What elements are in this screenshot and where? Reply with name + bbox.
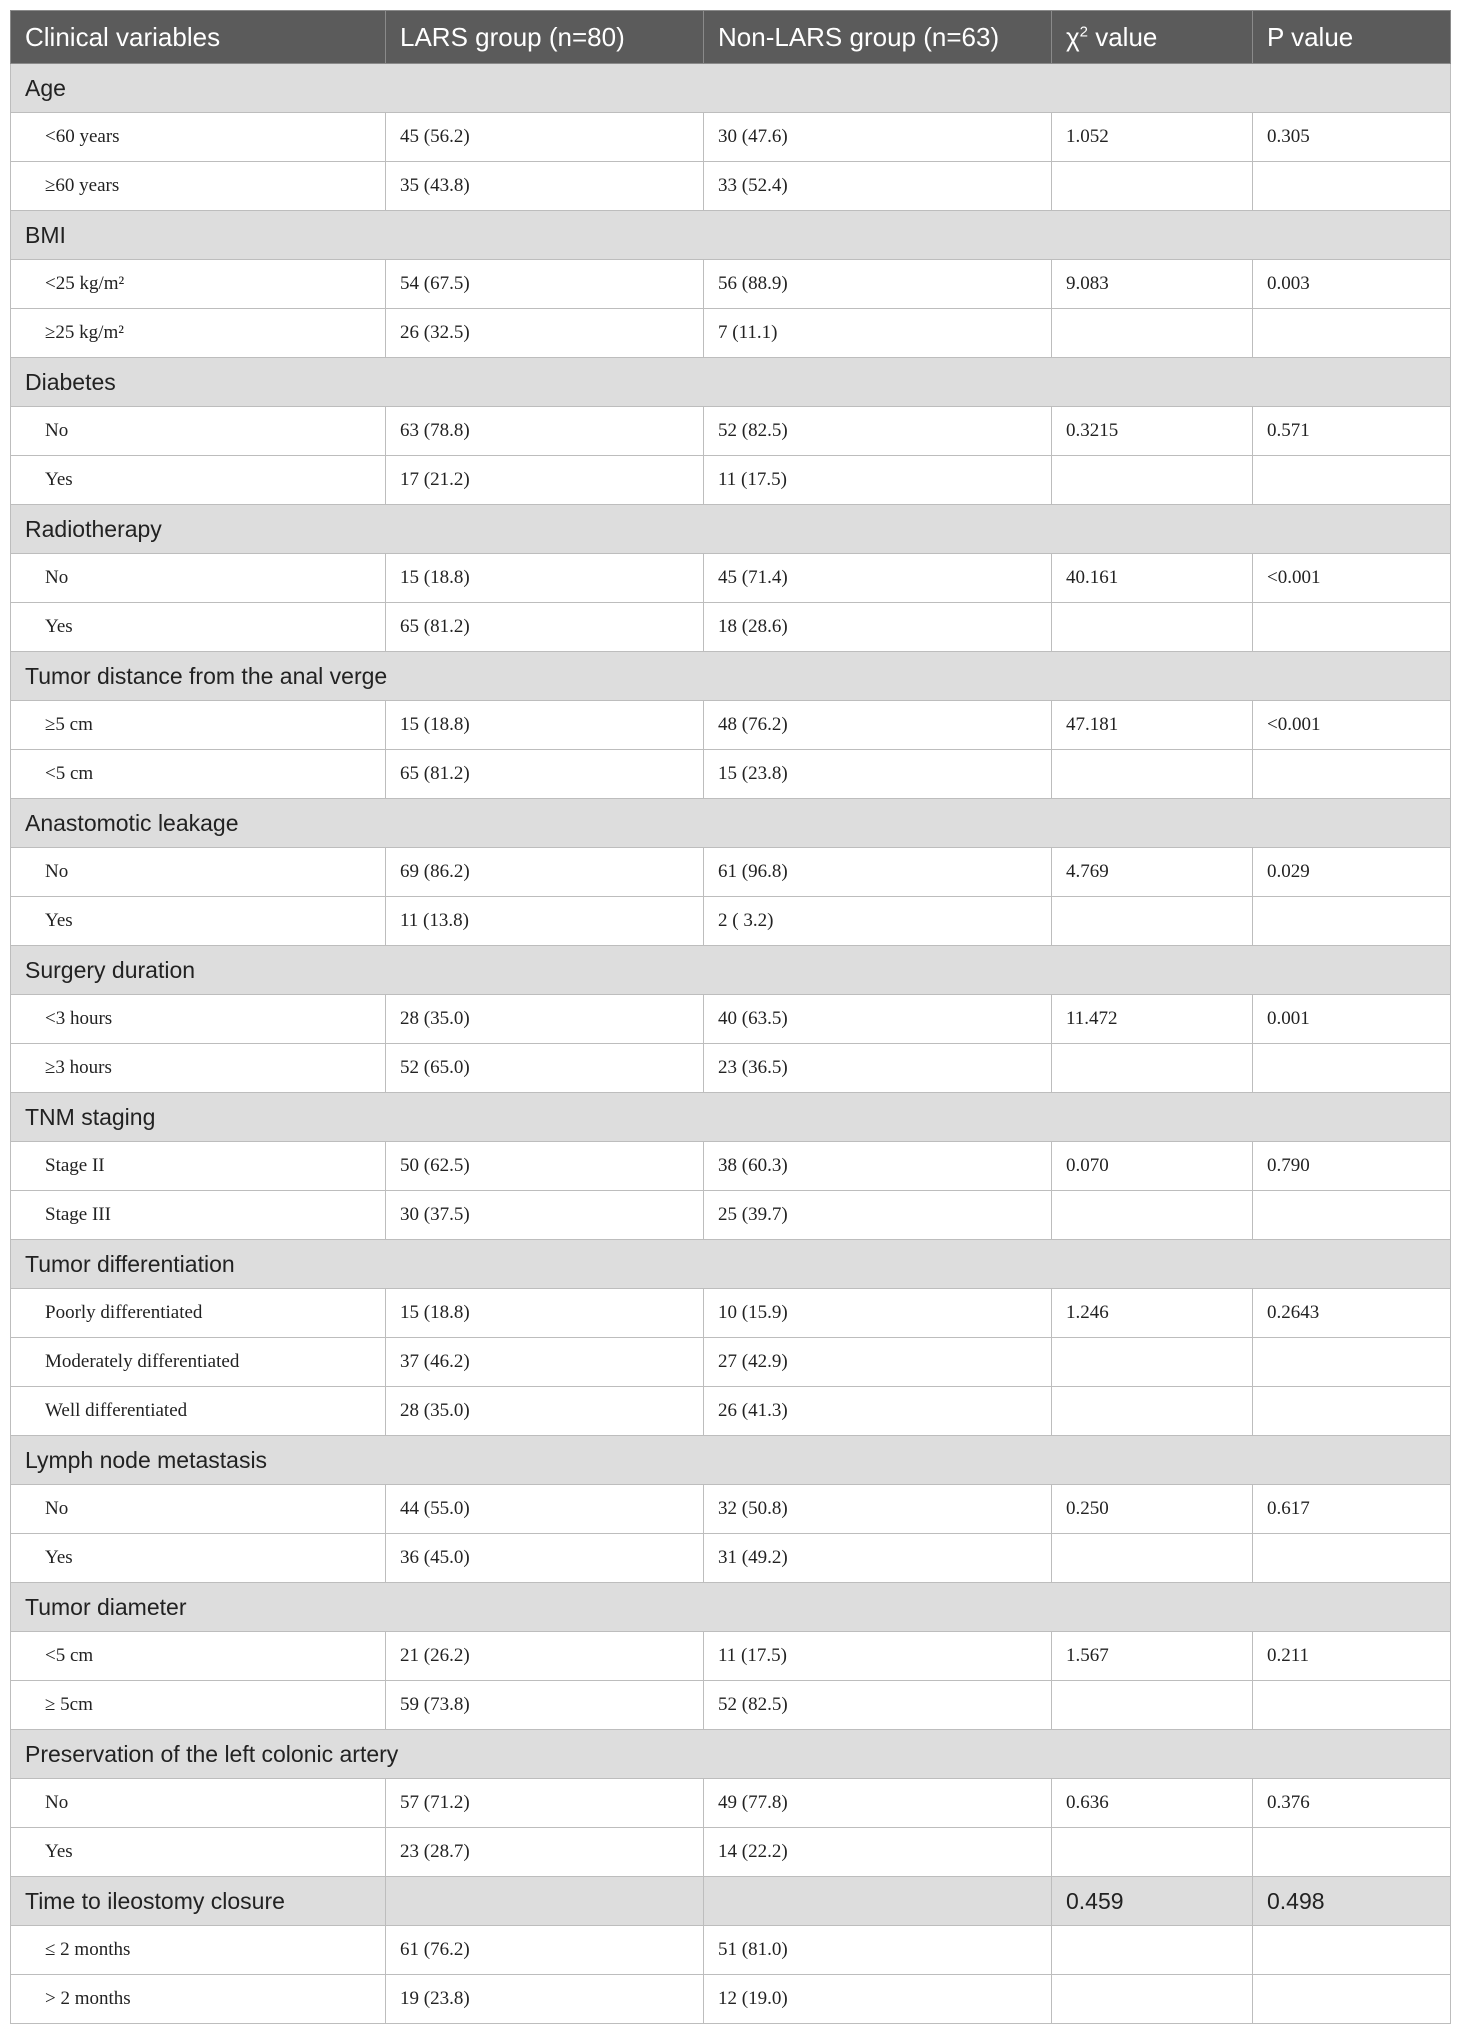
p-value: 0.211 <box>1253 1632 1451 1681</box>
clinical-variables-table <box>10 10 1451 2024</box>
non-lars-value: 25 (39.7) <box>704 1191 1052 1240</box>
p-value: 0.2643 <box>1253 1289 1451 1338</box>
category-row <box>11 1240 1451 1289</box>
variable-name: ≥25 kg/m² <box>11 309 386 358</box>
category-label: Preservation of the left colonic artery <box>11 1730 1451 1779</box>
chi-square-value <box>1052 1828 1253 1877</box>
chi-square-value <box>1052 309 1253 358</box>
chi-symbol: χ <box>1066 21 1080 52</box>
lars-value: 23 (28.7) <box>386 1828 704 1877</box>
chi-square-value: 47.181 <box>1052 701 1253 750</box>
p-value <box>1253 1681 1451 1730</box>
chi-square-value: 0.070 <box>1052 1142 1253 1191</box>
variable-name: <60 years <box>11 113 386 162</box>
table-row <box>11 995 1451 1044</box>
table-row <box>11 1681 1451 1730</box>
chi-square-value: 0.636 <box>1052 1779 1253 1828</box>
p-value: 0.305 <box>1253 113 1451 162</box>
table-row <box>11 407 1451 456</box>
lars-value: 19 (23.8) <box>386 1975 704 2024</box>
lars-value: 63 (78.8) <box>386 407 704 456</box>
variable-name: ≥60 years <box>11 162 386 211</box>
category-row <box>11 1730 1451 1779</box>
category-row <box>11 799 1451 848</box>
category-p-value: 0.498 <box>1253 1877 1451 1926</box>
non-lars-value: 51 (81.0) <box>704 1926 1052 1975</box>
non-lars-value: 52 (82.5) <box>704 1681 1052 1730</box>
p-value <box>1253 1828 1451 1877</box>
category-label: Tumor distance from the anal verge <box>11 652 1451 701</box>
p-value <box>1253 897 1451 946</box>
variable-name: Well differentiated <box>11 1387 386 1436</box>
non-lars-value: 48 (76.2) <box>704 701 1052 750</box>
non-lars-value: 33 (52.4) <box>704 162 1052 211</box>
chi-square-value <box>1052 456 1253 505</box>
p-value: 0.617 <box>1253 1485 1451 1534</box>
variable-name: > 2 months <box>11 1975 386 2024</box>
chi-square-value: 1.246 <box>1052 1289 1253 1338</box>
non-lars-value: 30 (47.6) <box>704 113 1052 162</box>
chi-square-value: 40.161 <box>1052 554 1253 603</box>
lars-value: 36 (45.0) <box>386 1534 704 1583</box>
header-lars-group: LARS group (n=80) <box>386 11 704 64</box>
chi-square-value <box>1052 1338 1253 1387</box>
table-row <box>11 750 1451 799</box>
lars-value: 28 (35.0) <box>386 995 704 1044</box>
non-lars-value: 11 (17.5) <box>704 1632 1052 1681</box>
non-lars-value: 2 ( 3.2) <box>704 897 1052 946</box>
p-value <box>1253 1926 1451 1975</box>
variable-name: <3 hours <box>11 995 386 1044</box>
table-row <box>11 848 1451 897</box>
clinical-variables-table-container <box>10 10 1450 2024</box>
variable-name: Yes <box>11 603 386 652</box>
variable-name: Moderately differentiated <box>11 1338 386 1387</box>
chi-square-value <box>1052 162 1253 211</box>
p-value <box>1253 750 1451 799</box>
lars-value: 15 (18.8) <box>386 554 704 603</box>
category-row <box>11 1583 1451 1632</box>
lars-value: 65 (81.2) <box>386 750 704 799</box>
lars-value: 26 (32.5) <box>386 309 704 358</box>
category-row <box>11 1877 1451 1926</box>
chi-square-value: 11.472 <box>1052 995 1253 1044</box>
table-header-row <box>11 11 1451 64</box>
lars-value: 37 (46.2) <box>386 1338 704 1387</box>
variable-name: Yes <box>11 1828 386 1877</box>
lars-value: 45 (56.2) <box>386 113 704 162</box>
header-p-value: P value <box>1253 11 1451 64</box>
non-lars-value: 56 (88.9) <box>704 260 1052 309</box>
table-row <box>11 1289 1451 1338</box>
non-lars-value: 32 (50.8) <box>704 1485 1052 1534</box>
table-row <box>11 701 1451 750</box>
table-row <box>11 1338 1451 1387</box>
chi-square-value: 0.3215 <box>1052 407 1253 456</box>
lars-value: 11 (13.8) <box>386 897 704 946</box>
category-label: Age <box>11 64 1451 113</box>
chi-square-value <box>1052 897 1253 946</box>
chi-square-value: 9.083 <box>1052 260 1253 309</box>
p-value: 0.376 <box>1253 1779 1451 1828</box>
non-lars-value: 26 (41.3) <box>704 1387 1052 1436</box>
non-lars-value: 38 (60.3) <box>704 1142 1052 1191</box>
p-value: <0.001 <box>1253 701 1451 750</box>
variable-name: ≤ 2 months <box>11 1926 386 1975</box>
category-row <box>11 505 1451 554</box>
lars-value: 15 (18.8) <box>386 1289 704 1338</box>
lars-value: 52 (65.0) <box>386 1044 704 1093</box>
variable-name: Yes <box>11 456 386 505</box>
category-empty-cell <box>386 1877 704 1926</box>
header-chi-square-value <box>1052 11 1253 64</box>
non-lars-value: 18 (28.6) <box>704 603 1052 652</box>
category-empty-cell <box>704 1877 1052 1926</box>
category-label: Time to ileostomy closure <box>11 1877 386 1926</box>
table-row <box>11 1926 1451 1975</box>
p-value: 0.029 <box>1253 848 1451 897</box>
lars-value: 21 (26.2) <box>386 1632 704 1681</box>
chi-square-value <box>1052 1191 1253 1240</box>
table-row <box>11 1534 1451 1583</box>
table-row <box>11 897 1451 946</box>
p-value <box>1253 456 1451 505</box>
category-row <box>11 946 1451 995</box>
category-label: TNM staging <box>11 1093 1451 1142</box>
table-row <box>11 1044 1451 1093</box>
category-chi-value: 0.459 <box>1052 1877 1253 1926</box>
chi-square-value <box>1052 1681 1253 1730</box>
category-row <box>11 652 1451 701</box>
p-value: 0.790 <box>1253 1142 1451 1191</box>
p-value: <0.001 <box>1253 554 1451 603</box>
table-row <box>11 1191 1451 1240</box>
table-row <box>11 1779 1451 1828</box>
table-row <box>11 603 1451 652</box>
chi-square-value: 1.052 <box>1052 113 1253 162</box>
variable-name: No <box>11 554 386 603</box>
non-lars-value: 40 (63.5) <box>704 995 1052 1044</box>
category-label: Radiotherapy <box>11 505 1451 554</box>
category-row <box>11 1093 1451 1142</box>
variable-name: No <box>11 848 386 897</box>
p-value <box>1253 1191 1451 1240</box>
lars-value: 57 (71.2) <box>386 1779 704 1828</box>
variable-name: Stage III <box>11 1191 386 1240</box>
chi-square-value <box>1052 1387 1253 1436</box>
table-body <box>11 64 1451 2024</box>
category-row <box>11 358 1451 407</box>
lars-value: 15 (18.8) <box>386 701 704 750</box>
lars-value: 61 (76.2) <box>386 1926 704 1975</box>
non-lars-value: 10 (15.9) <box>704 1289 1052 1338</box>
table-row <box>11 1387 1451 1436</box>
variable-name: <25 kg/m² <box>11 260 386 309</box>
p-value: 0.001 <box>1253 995 1451 1044</box>
p-value <box>1253 1387 1451 1436</box>
variable-name: <5 cm <box>11 750 386 799</box>
variable-name: Stage II <box>11 1142 386 1191</box>
variable-name: ≥5 cm <box>11 701 386 750</box>
non-lars-value: 23 (36.5) <box>704 1044 1052 1093</box>
variable-name: No <box>11 1779 386 1828</box>
table-row <box>11 309 1451 358</box>
variable-name: Yes <box>11 897 386 946</box>
p-value <box>1253 162 1451 211</box>
lars-value: 50 (62.5) <box>386 1142 704 1191</box>
table-row <box>11 1828 1451 1877</box>
non-lars-value: 11 (17.5) <box>704 456 1052 505</box>
category-row <box>11 211 1451 260</box>
p-value <box>1253 309 1451 358</box>
non-lars-value: 61 (96.8) <box>704 848 1052 897</box>
header-clinical-variables: Clinical variables <box>11 11 386 64</box>
p-value <box>1253 603 1451 652</box>
chi-square-value: 1.567 <box>1052 1632 1253 1681</box>
non-lars-value: 15 (23.8) <box>704 750 1052 799</box>
non-lars-value: 27 (42.9) <box>704 1338 1052 1387</box>
p-value <box>1253 1338 1451 1387</box>
chi-square-value <box>1052 750 1253 799</box>
chi-square-value <box>1052 1975 1253 2024</box>
variable-name: ≥3 hours <box>11 1044 386 1093</box>
non-lars-value: 31 (49.2) <box>704 1534 1052 1583</box>
lars-value: 54 (67.5) <box>386 260 704 309</box>
table-row <box>11 1485 1451 1534</box>
non-lars-value: 14 (22.2) <box>704 1828 1052 1877</box>
chi-square-value <box>1052 603 1253 652</box>
table-row <box>11 162 1451 211</box>
table-row <box>11 113 1451 162</box>
category-label: Tumor diameter <box>11 1583 1451 1632</box>
non-lars-value: 49 (77.8) <box>704 1779 1052 1828</box>
p-value: 0.571 <box>1253 407 1451 456</box>
lars-value: 28 (35.0) <box>386 1387 704 1436</box>
category-label: Lymph node metastasis <box>11 1436 1451 1485</box>
chi-square-value: 0.250 <box>1052 1485 1253 1534</box>
lars-value: 59 (73.8) <box>386 1681 704 1730</box>
variable-name: No <box>11 407 386 456</box>
chi-square-value <box>1052 1044 1253 1093</box>
non-lars-value: 45 (71.4) <box>704 554 1052 603</box>
chi-square-value: 4.769 <box>1052 848 1253 897</box>
non-lars-value: 7 (11.1) <box>704 309 1052 358</box>
header-non-lars-group: Non-LARS group (n=63) <box>704 11 1052 64</box>
table-row <box>11 1632 1451 1681</box>
p-value <box>1253 1975 1451 2024</box>
category-label: Surgery duration <box>11 946 1451 995</box>
lars-value: 17 (21.2) <box>386 456 704 505</box>
category-label: Diabetes <box>11 358 1451 407</box>
category-label: Anastomotic leakage <box>11 799 1451 848</box>
table-row <box>11 260 1451 309</box>
category-label: Tumor differentiation <box>11 1240 1451 1289</box>
p-value <box>1253 1044 1451 1093</box>
chi-value-label: value <box>1088 21 1158 52</box>
lars-value: 44 (55.0) <box>386 1485 704 1534</box>
lars-value: 35 (43.8) <box>386 162 704 211</box>
chi-square-value <box>1052 1926 1253 1975</box>
table-row <box>11 456 1451 505</box>
table-row <box>11 1142 1451 1191</box>
p-value: 0.003 <box>1253 260 1451 309</box>
variable-name: No <box>11 1485 386 1534</box>
category-label: BMI <box>11 211 1451 260</box>
variable-name: Poorly differentiated <box>11 1289 386 1338</box>
non-lars-value: 52 (82.5) <box>704 407 1052 456</box>
variable-name: ≥ 5cm <box>11 1681 386 1730</box>
lars-value: 65 (81.2) <box>386 603 704 652</box>
p-value <box>1253 1534 1451 1583</box>
chi-superscript: 2 <box>1079 22 1088 40</box>
variable-name: Yes <box>11 1534 386 1583</box>
chi-square-value <box>1052 1534 1253 1583</box>
category-row <box>11 1436 1451 1485</box>
variable-name: <5 cm <box>11 1632 386 1681</box>
table-row <box>11 1975 1451 2024</box>
non-lars-value: 12 (19.0) <box>704 1975 1052 2024</box>
table-row <box>11 554 1451 603</box>
lars-value: 69 (86.2) <box>386 848 704 897</box>
lars-value: 30 (37.5) <box>386 1191 704 1240</box>
category-row <box>11 64 1451 113</box>
